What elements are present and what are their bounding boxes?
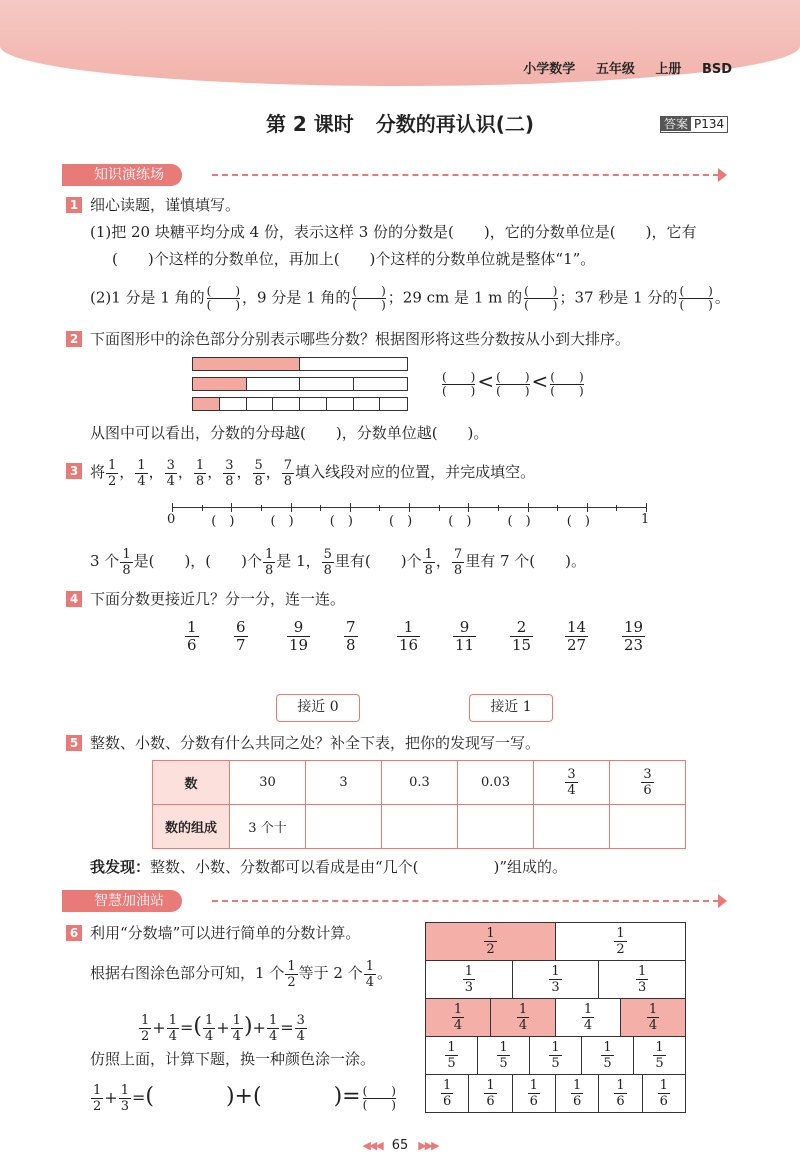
number-line-tick [202,505,203,511]
fraction: $\frac{14}{27}$ [567,617,587,654]
question-number: 6 [66,925,82,941]
arrow-icon [718,894,727,908]
fraction: $\frac{5}{8}$ [254,457,263,489]
wall-brick[interactable] [425,922,556,961]
section-banner-practice [62,164,727,186]
number-line-blank[interactable]: ( ) [211,514,235,529]
fraction: $\frac{1}{5}$ [551,1040,560,1071]
grade-tag: 五年级 [595,62,635,77]
less-than-sign: < [477,369,495,393]
section-title: 知识演练场 [62,164,182,186]
ordering-answer [440,370,586,398]
strip-cell [300,378,354,390]
fraction: $\frac{19}{23}$ [624,617,644,654]
fraction: $\frac{6}{7}$ [236,617,246,654]
wall-brick[interactable] [425,960,513,999]
question-prompt: 利用“分数墙”可以进行简单的分数计算。 [90,924,361,942]
wall-brick[interactable] [598,1074,642,1113]
answer-cell[interactable] [458,805,534,849]
strip-cell [300,398,327,410]
fraction-item[interactable] [452,618,477,653]
less-than-sign: < [531,369,549,393]
section-title: 智慧加油站 [62,890,182,912]
lesson-topic: 分数的再认识(二) [375,112,535,136]
wall-brick[interactable] [581,1036,634,1075]
number-line-tick [379,505,380,511]
number-line-blank[interactable]: ( ) [448,514,472,529]
right-arrows-icon: ▶▶▶ [418,1139,438,1152]
finding-line [90,856,567,878]
fraction: $\frac{1}{5}$ [603,1040,612,1071]
fraction: $\frac{7}{8}$ [283,457,293,489]
exercise-equation: $\frac{1}{2}$ + $\frac{1}{3}$ =( )+( )= ( ) ( ) [93,1083,396,1114]
wall-brick[interactable] [529,1036,582,1075]
fraction: $\frac{1}{6}$ [616,1078,625,1109]
table-cell: $\frac{3}{6}$ [610,761,686,805]
fraction: $\frac{1}{3}$ [464,964,473,995]
dashed-divider [212,900,719,902]
close-to-one-box[interactable]: 接近 1 [469,694,553,722]
dashed-divider [212,174,719,176]
lesson-number: 第 2 课时 [265,112,354,136]
strip-cell [247,378,301,390]
page-number: 65 [391,1138,409,1153]
wall-brick[interactable] [425,1036,478,1075]
conclusion-text: 从图中可以看出，分数的分母越( )，分数单位越( )。 [90,424,489,442]
strip-cell [327,398,354,410]
number-line-tick [261,505,262,511]
fraction: $\frac{1}{6}$ [486,1078,495,1109]
fraction: $\frac{3}{4}$ [166,457,175,489]
question-text: (2)1 分是 1 角的 ( ) ( ) ，9 分是 1 角的 ( ) ( ) ；29 cm 是 1 m 的 ( ) ( ) ；37 秒是 1 分的 ( ) ( ) 。 [90,284,730,312]
fraction: $\frac{1}{2}$ [108,457,117,489]
number-line-tick [616,505,617,511]
answer-blank-fraction[interactable]: ( ) ( ) [550,369,584,398]
fraction-item[interactable] [343,618,359,653]
fraction: $\frac{1}{3}$ [551,964,560,995]
wall-brick[interactable] [633,1036,686,1075]
answer-cell[interactable] [382,805,458,849]
strip-cell [273,398,300,410]
fraction-wall [425,922,685,1112]
wall-brick[interactable] [425,998,491,1037]
answer-cell[interactable] [610,805,686,849]
wall-row [425,1036,685,1074]
strip-cell [193,358,300,370]
number-line-zero: 0 [167,512,176,527]
worked-example: $\frac{1}{2}$ + $\frac{1}{4}$ =( $\frac{1}{4}$ + $\frac{1}{4}$ )+ $\frac{1}{4}$ = $\frac{3}{4}$ [141,1013,305,1044]
row-header: 数 [153,761,230,805]
wall-brick[interactable] [425,1074,469,1113]
number-line-tick [172,503,173,512]
comparison-table [152,760,686,849]
answer-blank-fraction[interactable]: ( ) ( ) [496,369,530,398]
fraction-item[interactable] [564,618,589,653]
table-cell: 0.3 [382,761,458,805]
wall-brick[interactable] [512,960,600,999]
wall-row [425,922,685,960]
table-row [153,761,686,805]
number-line-blank[interactable]: ( ) [270,514,294,529]
wall-brick[interactable] [598,960,686,999]
wall-row [425,998,685,1036]
fraction-strip-eighths [192,397,408,411]
answer-blank-fraction[interactable]: ( ) ( ) [352,284,386,312]
fraction: $\frac{1}{6}$ [529,1078,538,1109]
wall-brick[interactable] [555,1074,599,1113]
fraction: $\frac{1}{4}$ [648,1002,658,1033]
number-line-tick [439,505,440,511]
wall-brick[interactable] [512,1074,556,1113]
fraction: $\frac{1}{6}$ [443,1078,452,1109]
fraction: $\frac{3}{8}$ [225,457,234,489]
fraction-item[interactable] [396,618,421,653]
answer-cell[interactable] [534,805,610,849]
number-line-blank[interactable]: ( ) [329,514,353,529]
fraction: $\frac{1}{5}$ [447,1040,456,1071]
finding-text: 整数、小数、分数都可以看成是由“几个( )”组成的。 [150,858,568,876]
subject-tag: 小学数学 [523,62,576,77]
fraction: $\frac{1}{4}$ [583,1002,593,1033]
arrow-icon [718,168,727,182]
wall-brick[interactable] [555,998,621,1037]
wall-brick[interactable] [642,1074,686,1113]
fraction-item[interactable] [184,618,200,653]
question-number: 1 [66,197,82,213]
fraction: $\frac{1}{6}$ [659,1078,668,1109]
table-cell: $\frac{3}{4}$ [534,761,610,805]
answer-blank-fraction[interactable]: ( ) ( ) [524,284,558,312]
question-text: 3 个 $\frac{1}{8}$ 是( )，( )个 $\frac{1}{8}$ 是 1， $\frac{5}{8}$ 里有( )个 $\frac{1}{8}$ ， $\frac{7}{8}$ 里有 7 个( )。 [90,546,586,578]
answer-page: P134 [694,117,725,131]
strip-cell [354,378,408,390]
strip-cell [380,398,407,410]
answer-blank-fraction[interactable]: ( ) ( ) [362,1084,396,1112]
question-number: 2 [66,331,82,347]
fraction: $\frac{1}{8}$ [195,457,205,489]
edition-tag: BSD [701,62,732,77]
strip-cell [247,398,274,410]
volume-tag: 上册 [655,62,682,77]
fraction-strip-quarters [192,377,408,391]
fraction-item[interactable] [233,618,249,653]
question-number: 3 [66,463,82,479]
fraction: $\frac{1}{6}$ [187,617,197,654]
fraction-item[interactable] [621,618,646,653]
number-line-tick [320,505,321,511]
answer-cell[interactable] [306,805,382,849]
left-arrows-icon: ◀◀◀ [362,1139,382,1152]
table-row [153,805,686,849]
strip-cell [193,398,220,410]
answer-reference [660,116,728,133]
book-info [507,58,732,77]
question-number: 4 [66,591,82,607]
fraction: $\frac{1}{16}$ [399,617,419,654]
question-text: ( )个这样的分数单位，再加上( )个这样的分数单位就是整体“1”。 [112,250,596,268]
question-text: (1)把 20 块糖平均分成 4 份，表示这样 3 份的分数是( )，它的分数单位是( )，它有 [90,223,697,241]
number-line-blank[interactable]: ( ) [389,514,413,529]
question-prompt: 下面分数更接近几？分一分，连一连。 [90,590,346,608]
wall-brick[interactable] [490,998,556,1037]
answer-blank-fraction[interactable]: ( ) ( ) [679,284,713,312]
fraction: $\frac{9}{11}$ [455,617,475,654]
wall-brick[interactable] [477,1036,530,1075]
finding-label: 我发现： [90,858,151,876]
answer-blank-fraction[interactable]: ( ) ( ) [206,284,241,312]
fraction: $\frac{1}{4}$ [453,1002,463,1033]
wall-row [425,1074,685,1112]
wall-row [425,960,685,998]
wall-brick[interactable] [555,922,686,961]
wall-brick[interactable] [468,1074,512,1113]
fraction: $\frac{1}{4}$ [137,457,146,489]
close-to-zero-box[interactable]: 接近 0 [276,694,360,722]
question-prompt: 下面图形中的涂色部分分别表示哪些分数？根据图形将这些分数按从小到大排序。 [90,330,631,348]
table-cell: 3 个十 [230,805,306,849]
wall-brick[interactable] [620,998,686,1037]
section-banner-challenge [62,890,727,912]
strip-cell [193,378,247,390]
fraction: $\frac{1}{4}$ [518,1002,528,1033]
table-cell: 30 [230,761,306,805]
number-line-tick [498,505,499,511]
answer-tag: 答案 [661,117,691,131]
number-line-one: 1 [641,512,650,527]
question-text: 根据右图涂色部分可知，1 个 $\frac{1}{2}$ 等于 2 个 $\frac{1}{4}$ 。 [90,958,392,990]
question-prompt: 整数、小数、分数有什么共同之处？补全下表，把你的发现写一写。 [90,734,541,752]
strip-cell [220,398,247,410]
fraction: $\frac{1}{2}$ [486,926,495,957]
strip-cell [354,398,381,410]
fraction-item[interactable] [286,618,311,653]
table-cell: 0.03 [458,761,534,805]
number-line-blank[interactable]: ( ) [507,514,531,529]
answer-blank-fraction[interactable]: ( ) ( ) [442,369,476,398]
question-number: 5 [66,735,82,751]
fraction: $\frac{7}{8}$ [346,617,356,654]
number-line-blank[interactable]: ( ) [566,514,590,529]
page-footer [0,1138,800,1153]
fraction: $\frac{1}{3}$ [638,964,647,995]
question-prompt: 细心读题，谨慎填写。 [90,196,241,214]
fraction: $\frac{9}{19}$ [289,617,309,654]
fraction: $\frac{1}{5}$ [499,1040,508,1071]
question-prompt: 将 $\frac{1}{2}$ ， $\frac{1}{4}$ ， $\frac{3}{4}$ ， $\frac{1}{8}$ ， $\frac{3}{8}$ ， $\frac{5}{8}$ ， $\frac{7}{8}$ 填入线段对应的位置，并完成填空。 [90,457,536,489]
question-instruction: 仿照上面，计算下题，换一种颜色涂一涂。 [90,1050,376,1068]
number-line-tick [557,505,558,511]
strip-cell [300,358,407,370]
fraction: $\frac{1}{6}$ [573,1078,582,1109]
fraction: $\frac{2}{15}$ [512,617,532,654]
fraction: $\frac{1}{2}$ [616,926,625,957]
fraction: $\frac{1}{5}$ [655,1040,664,1071]
table-cell: 3 [306,761,382,805]
fraction-strip-halves [192,357,408,371]
fraction-item[interactable] [509,618,534,653]
number-line-tick [646,503,647,512]
row-header: 数的组成 [153,805,230,849]
